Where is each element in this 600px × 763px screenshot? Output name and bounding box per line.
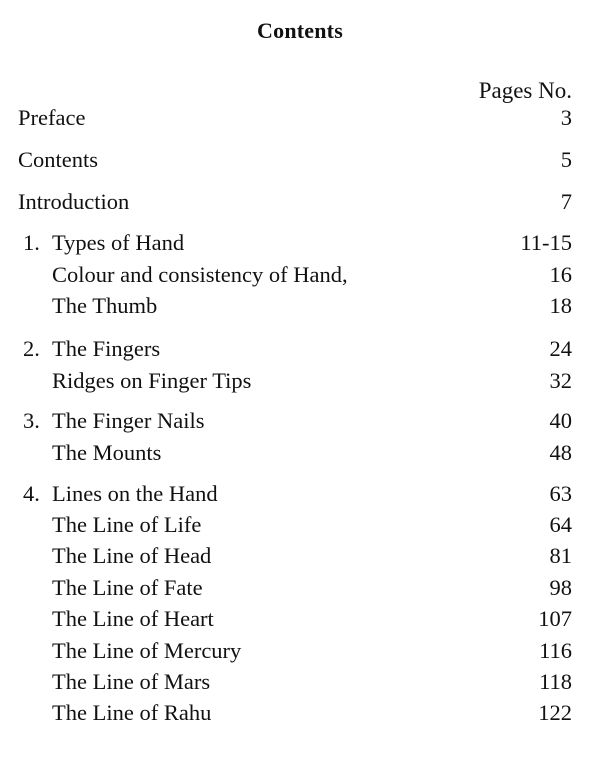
toc-entry-page: 118 bbox=[539, 669, 572, 694]
page-title: Contents bbox=[257, 18, 343, 43]
toc-entry-page: 32 bbox=[549, 368, 572, 393]
toc-entry-page: 11-15 bbox=[520, 230, 572, 255]
toc-entry-preface bbox=[0, 103, 600, 133]
toc-entry-line-of-heart bbox=[0, 604, 600, 634]
toc-entry-line-of-mercury bbox=[0, 636, 600, 666]
toc-entry-title: The Line of Mercury bbox=[52, 638, 242, 663]
toc-entry-title: The Finger Nails bbox=[52, 408, 205, 433]
toc-entry-introduction bbox=[0, 187, 600, 217]
toc-chapter-number: 4. bbox=[23, 481, 40, 506]
toc-entry-title: The Line of Mars bbox=[52, 669, 211, 694]
toc-entry-contents bbox=[0, 145, 600, 175]
toc-chapter-number: 1. bbox=[23, 230, 40, 255]
toc-entry-page: 18 bbox=[549, 293, 572, 318]
toc-entry-page: 107 bbox=[538, 606, 572, 631]
toc-entry-line-of-fate bbox=[0, 573, 600, 603]
toc-entry-title: The Line of Head bbox=[52, 543, 212, 568]
toc-entry-page: 116 bbox=[539, 638, 572, 663]
toc-entry-title: Types of Hand bbox=[52, 230, 185, 255]
toc-entry-title: The Line of Rahu bbox=[52, 700, 212, 725]
toc-entry-page: 16 bbox=[549, 262, 572, 287]
toc-entry-page: 81 bbox=[549, 543, 572, 568]
toc-entry-chapter-4 bbox=[0, 479, 600, 509]
toc-entry-page: 40 bbox=[549, 408, 572, 433]
toc-chapter-number: 2. bbox=[23, 336, 40, 361]
toc-entry-page: 3 bbox=[560, 105, 572, 130]
toc-entry-thumb bbox=[0, 291, 600, 321]
toc-entry-page: 48 bbox=[549, 440, 572, 465]
toc-entry-title: The Line of Fate bbox=[52, 575, 203, 600]
toc-entry-title: Ridges on Finger Tips bbox=[52, 368, 252, 393]
toc-chapter-number: 3. bbox=[23, 408, 40, 433]
toc-entry-title: Introduction bbox=[18, 189, 130, 214]
toc-entry-page: 122 bbox=[538, 700, 572, 725]
toc-entry-page: 7 bbox=[560, 189, 572, 214]
pages-column-header: Pages No. bbox=[478, 78, 572, 103]
toc-entry-title: The Thumb bbox=[52, 293, 158, 318]
toc-entry-title: The Mounts bbox=[52, 440, 162, 465]
toc-entry-line-of-life bbox=[0, 510, 600, 540]
toc-entry-chapter-1 bbox=[0, 228, 600, 258]
toc-entry-page: 63 bbox=[549, 481, 572, 506]
toc-entry-colour-consistency bbox=[0, 260, 600, 290]
toc-entry-title: Lines on the Hand bbox=[52, 481, 218, 506]
toc-entry-title: The Fingers bbox=[52, 336, 161, 361]
toc-entry-chapter-3 bbox=[0, 406, 600, 436]
toc-entry-page: 5 bbox=[560, 147, 572, 172]
toc-entry-page: 24 bbox=[549, 336, 572, 361]
toc-entry-title: Preface bbox=[18, 105, 86, 130]
toc-entry-title: The Line of Life bbox=[52, 512, 202, 537]
toc-entry-title: Contents bbox=[18, 147, 99, 172]
toc-entry-ridges bbox=[0, 366, 600, 396]
toc-entry-title: The Line of Heart bbox=[52, 606, 214, 631]
toc-entry-chapter-2 bbox=[0, 334, 600, 364]
toc-entry-line-of-rahu bbox=[0, 698, 600, 728]
toc-entry-page: 98 bbox=[549, 575, 572, 600]
toc-entry-title: Colour and consistency of Hand, bbox=[52, 262, 348, 287]
toc-entry-mounts bbox=[0, 438, 600, 468]
toc-entry-line-of-head bbox=[0, 541, 600, 571]
toc-entry-line-of-mars bbox=[0, 667, 600, 697]
toc-entry-page: 64 bbox=[549, 512, 572, 537]
